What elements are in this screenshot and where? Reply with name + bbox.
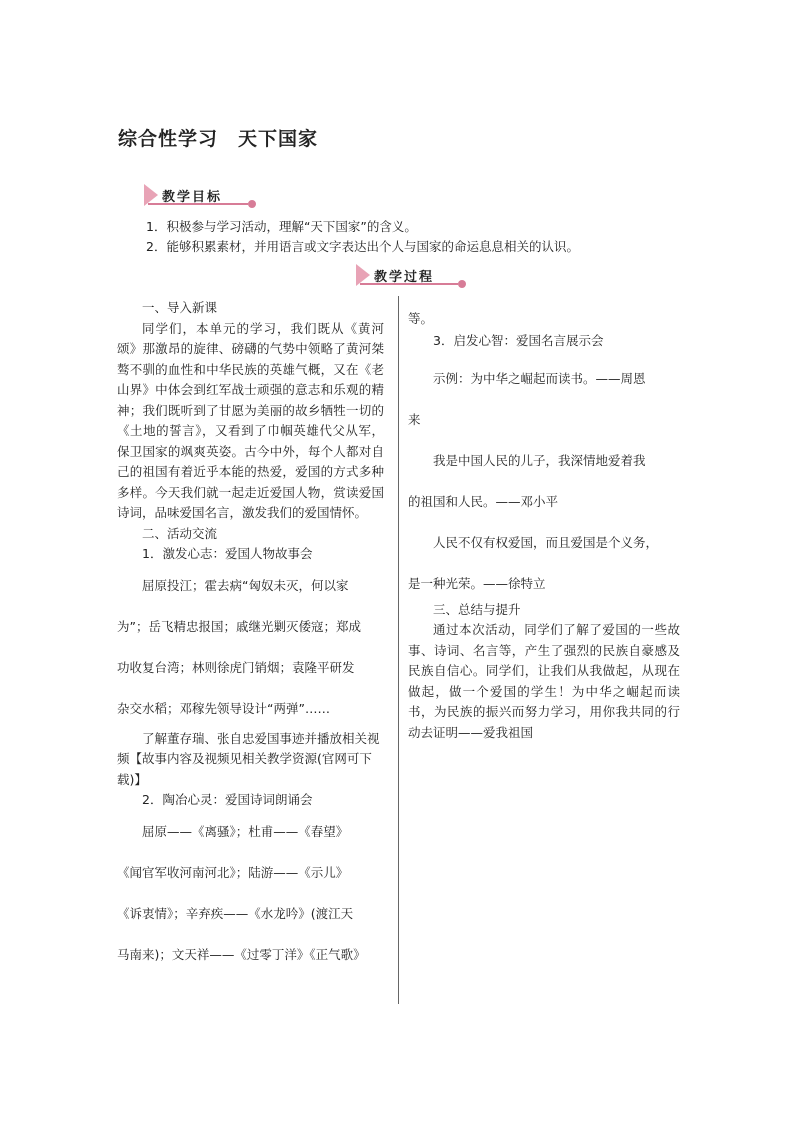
activity3-list bbox=[408, 358, 680, 604]
objective-item-1: 1．积极参与学习活动，理解“天下国家”的含义。 bbox=[146, 219, 417, 234]
process-banner bbox=[356, 264, 466, 286]
section1-heading: 一、导入新课 bbox=[142, 300, 218, 315]
activity2-line: 屈原——《离骚》；杜甫——《春望》 bbox=[142, 823, 349, 839]
activity1-heading: 1．激发心志：爱国人物故事会 bbox=[142, 546, 313, 561]
quote-line: 的祖国和人民。——邓小平 bbox=[408, 493, 559, 509]
right-column bbox=[408, 298, 680, 743]
activity2-line: 《闻官军收河南河北》；陆游——《示儿》 bbox=[117, 864, 349, 880]
activity1-line: 为”；岳飞精忠报国；戚继光剿灭倭寇；郑成 bbox=[117, 618, 361, 634]
activity1-line: 杂交水稻；邓稼先领导设计“两弹”…… bbox=[117, 700, 330, 716]
activity1-note: 了解董存瑞、张自忠爱国事迹并播放相关视频【故事内容及视频见相关教学资源(官网可下载)】 bbox=[117, 730, 380, 787]
section3-text: 通过本次活动，同学们了解了爱国的一些故事、诗词、名言等，产生了强烈的民族自豪感及民族自信心。同学们，让我们从我做起，从现在做起，做一个爱国的学生！为中华之崛起而读书，为民族的振兴而努力学习，用你我共同的行动去证明——爱我祖国 bbox=[408, 622, 680, 740]
activity2-line: 马南来)；文天祥——《过零丁洋》《正气歌》 bbox=[117, 946, 366, 962]
quote-line: 示例：为中华之崛起而读书。——周恩 bbox=[433, 370, 646, 386]
section1-text: 同学们，本单元的学习，我们既从《黄河颂》那激昂的旋律、磅礴的气势中领略了黄河桀骜不驯的血性和中华民族的英雄气概，又在《老山界》中体会到红军战士顽强的意志和乐观的精神；我们既听到了甘愿为美丽的故乡牺牲一切的《土地的誓言》，又看到了巾帼英雄代父从军，保卫国家的飒爽英姿。古今中外，每个人都对自己的祖国有着近乎本能的热爱，爱国的方式多种多样。今天我们就一起走近爱国人物，赏读爱国诗词，品味爱国名言，激发我们的爱国情怀。 bbox=[117, 320, 384, 520]
page-title: 综合性学习 天下国家 bbox=[118, 128, 319, 150]
activity2-list bbox=[117, 811, 384, 975]
quote-line: 我是中国人民的儿子，我深情地爱着我 bbox=[433, 452, 646, 468]
section2-heading: 二、活动交流 bbox=[142, 525, 218, 541]
process-banner-label: 教学过程 bbox=[374, 270, 435, 285]
activity3-heading: 3．启发心智：爱国名言展示会 bbox=[433, 333, 604, 348]
objective-item-2: 2．能够积累素材，并用语言或文字表达出个人与国家的命运息息相关的认识。 bbox=[146, 239, 579, 254]
objectives-banner-label: 教学目标 bbox=[162, 190, 223, 205]
activity1-line: 功收复台湾；林则徐虎门销烟；袁隆平研发 bbox=[117, 659, 355, 675]
banner-dot-icon bbox=[458, 280, 466, 288]
activity1-line: 屈原投江；霍去病“匈奴未灭，何以家 bbox=[142, 577, 349, 593]
section3-heading: 三、总结与提升 bbox=[433, 601, 521, 617]
column-divider bbox=[398, 296, 399, 1004]
activity1-list bbox=[117, 565, 384, 729]
activity2-heading: 2．陶冶心灵：爱国诗词朗诵会 bbox=[142, 792, 313, 807]
activity2-tail: 等。 bbox=[408, 311, 434, 326]
quote-line: 是一种光荣。——徐特立 bbox=[408, 575, 546, 591]
left-column bbox=[117, 298, 384, 975]
activity2-line: 《诉衷情》；辛弃疾——《水龙吟》(渡江天 bbox=[117, 905, 354, 921]
objectives-banner bbox=[144, 184, 256, 206]
quote-line: 来 bbox=[408, 411, 421, 427]
quote-line: 人民不仅有权爱国，而且爱国是个义务， bbox=[433, 534, 659, 550]
banner-dot-icon bbox=[248, 200, 256, 208]
